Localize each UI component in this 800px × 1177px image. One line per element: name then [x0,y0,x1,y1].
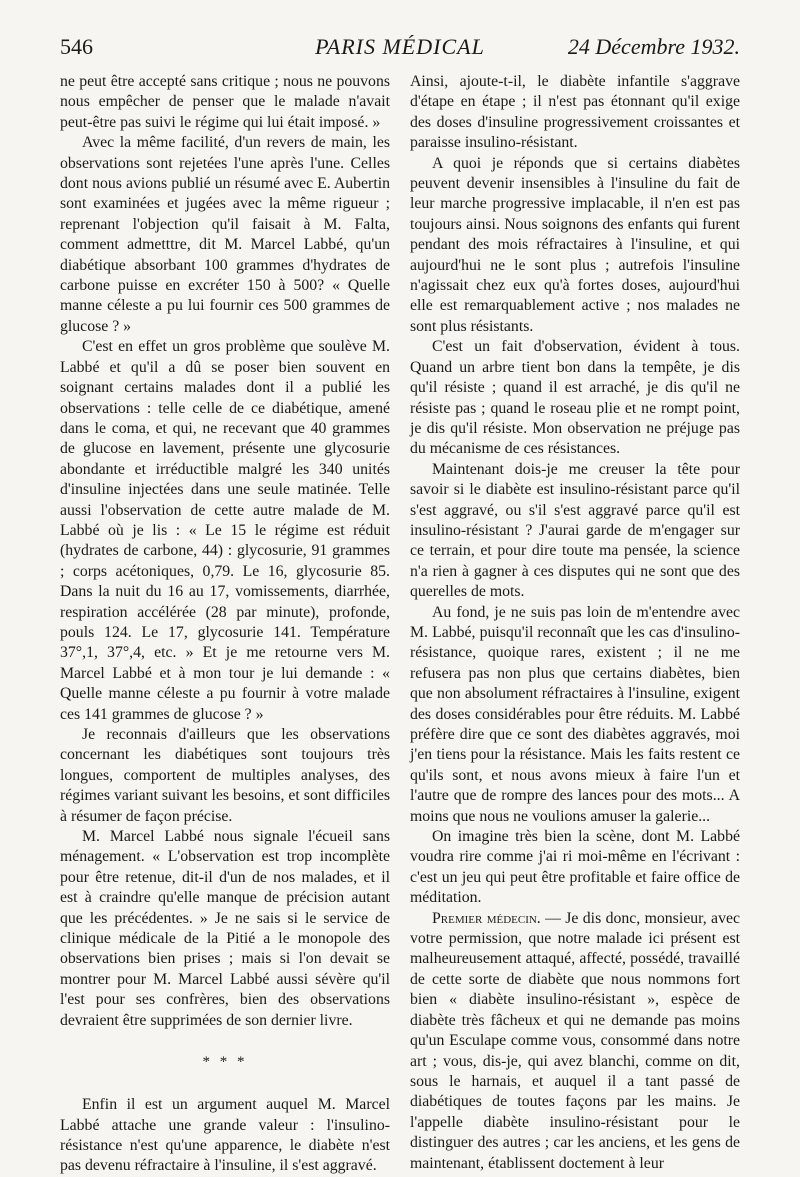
paragraph: ne peut être accepté sans critique ; nous ne pouvons nous empêcher de penser que le malade n'avait peut-être pas suivi le régime qui lui était imposé. » [60,73,390,131]
right-column [410,72,740,1172]
section-ornament: * * * [202,1054,248,1071]
page-number: 546 [60,34,93,59]
paragraph: Avec la même facilité, d'un revers de main, les observations sont rejetées l'une après l'une. Celles dont nous avions publié un résumé avec E. Aubertin sont examinées et jugées avec la même rigueur ; reprenant l'objection qu'il faisait à M. Falta, comment admetttre, dit M. Marcel Labbé, qu'un diabétique absorbant 100 grammes d'hydrates de carbone puisse en excréter 150 à 500? « Quelle manne céleste a pu lui fournir ces 500 grammes de glucose ? » [60,134,390,335]
issue-date: 24 Décembre 1932. [567,34,740,59]
page-header [60,28,740,62]
paragraph: Maintenant dois-je me creuser la tête pour savoir si le diabète est insulino-résistant parce qu'il s'est aggravé, ou s'il s'est aggravé parce qu'il est insulino-résistant ? J'aurai garde de m'engager sur ce terrain, et pour dire toute ma pensée, la science n'a rien à gagner à ces disputes qui ne sont que des querelles de mots. [410,460,740,601]
dialogue-paragraph [410,909,740,1174]
paragraph: Ainsi, ajoute-t-il, le diabète infantile s'aggrave d'étape en étape ; il n'est pas étonnant qu'il exige des doses d'insuline progressivement croissantes et paraisse insulino-résistant. [410,73,740,152]
speaker-label: Premier médecin. [432,909,541,927]
paragraph: A quoi je réponds que si certains diabètes peuvent devenir insensibles à l'insuline du fait de leur marche progressive implacable, il n'en est pas toujours ainsi. Nous soignons des enfants qui furent pendant des mois réfractaires à l'insuline, et qui aujourd'hui ne le sont plus ; autrefois l'insuline n'agissait chez eux qu'à fortes doses, aujourd'hui elle est remarquablement active ; nos malades ne sont plus résistants. [410,154,740,335]
paragraph: C'est en effet un gros problème que soulève M. Labbé et qu'il a dû se poser bien souvent en soignant certains malades dont il a publié les observations : telle celle de ce diabétique, amené dans le coma, et qui, ne recevant que 40 grammes de glucose en lavement, présente une glycosurie abondante et irréductible malgré les 340 unités d'insuline injectées dans une seule matinée. Telle aussi l'observation de cette autre malade de M. Labbé où je lis : « Le 15 le régime est réduit (hydrates de carbone, 44) : glycosurie, 91 grammes ; corps acétoniques, 0,79. Le 16, glycosurie 85. Dans la nuit du 16 au 17, vomissements, diarrhée, respiration accélérée (28 par minute), profonde, pouls 124. Le 17, glycosurie 141. Température 37°,1, 37°,4, etc. » Et je me retourne vers M. Marcel Labbé et à mon tour je lui demande : « Quelle manne céleste a pu fournir à votre malade ces 141 grammes de glucose ? » [60,338,390,723]
paragraph: Au fond, je ne suis pas loin de m'entendre avec M. Labbé, puisqu'il reconnaît que les cas d'insulino-résistance, quoique rares, existent ; il ne me refusera pas non plus que certains diabètes, bien que non absolument réfractaires à l'insuline, exigent des doses considérables pour être réduits. M. Labbé préfère dire que ce sont des diabètes aggravés, moi j'en tiens pour la résistance. Mais les faits restent ce qu'ils sont, et nous avons mieux à faire l'un et l'autre que de rompre des lances pour des mots... A moins que nous ne voulions amuser la galerie... [410,603,740,825]
journal-title: PARIS MÉDICAL [315,34,485,59]
paragraph: Enfin il est un argument auquel M. Marcel Labbé attache une grande valeur : l'insulino-résistance n'est qu'une apparence, le diabète n'est pas devenu réfractaire à l'insuline, il s'est aggravé. [60,1096,390,1175]
left-column [60,72,390,1175]
dialogue-text: — Je dis donc, monsieur, avec votre permission, que notre malade ici présent est malheureusement attaqué, affecté, possédé, travaillé de cette sorte de diabète que nous nommons fort bien « diabète insulino-résistant », espèce de diabète très fâcheux et qui ne demande pas moins qu'un Esculape comme vous, consommé dans notre art ; vous, dis-je, qui avez blanchi, comme on dit, sous le harnais, et auquel il a tant passé de diabétiques de toutes façons par les mains. Je l'appelle diabète insulino-résistant pour le distinguer des autres ; car les anciens, et les gens de maintenant, établissent doctement à leur [410,909,740,1172]
paragraph: M. Marcel Labbé nous signale l'écueil sans ménagement. « L'observation est trop incomplète pour être retenue, dit-il d'un de nos malades, et il est à craindre qu'elle manque de précision autant que les précédentes. » Je ne sais si le service de clinique médicale de la Pitié a le monopole des observations bien prises ; mais si l'on devait se montrer pour M. Marcel Labbé aussi sévère qu'il l'est pour ses confrères, bien des observations devraient être supprimées de son dernier livre. [60,828,390,1029]
paragraph: On imagine très bien la scène, dont M. Labbé voudra rire comme j'ai ri moi-même en l'écrivant : c'est un jeu qui peut être profitable et faire office de méditation. [410,828,740,907]
paragraph: C'est un fait d'observation, évident à tous. Quand un arbre tient bon dans la tempête, je dis qu'il résiste ; quand il est arraché, je dis qu'il ne résiste pas ; quand le roseau plie et ne rompt point, je dis qu'il résiste. Mon observation ne préjuge pas du mécanisme de ces résistances. [410,338,740,458]
paragraph: Je reconnais d'ailleurs que les observations concernant les diabétiques sont toujours très longues, comportent de multiples analyses, des régimes variant suivant les besoins, et sont difficiles à résumer de façon précise. [60,726,390,825]
